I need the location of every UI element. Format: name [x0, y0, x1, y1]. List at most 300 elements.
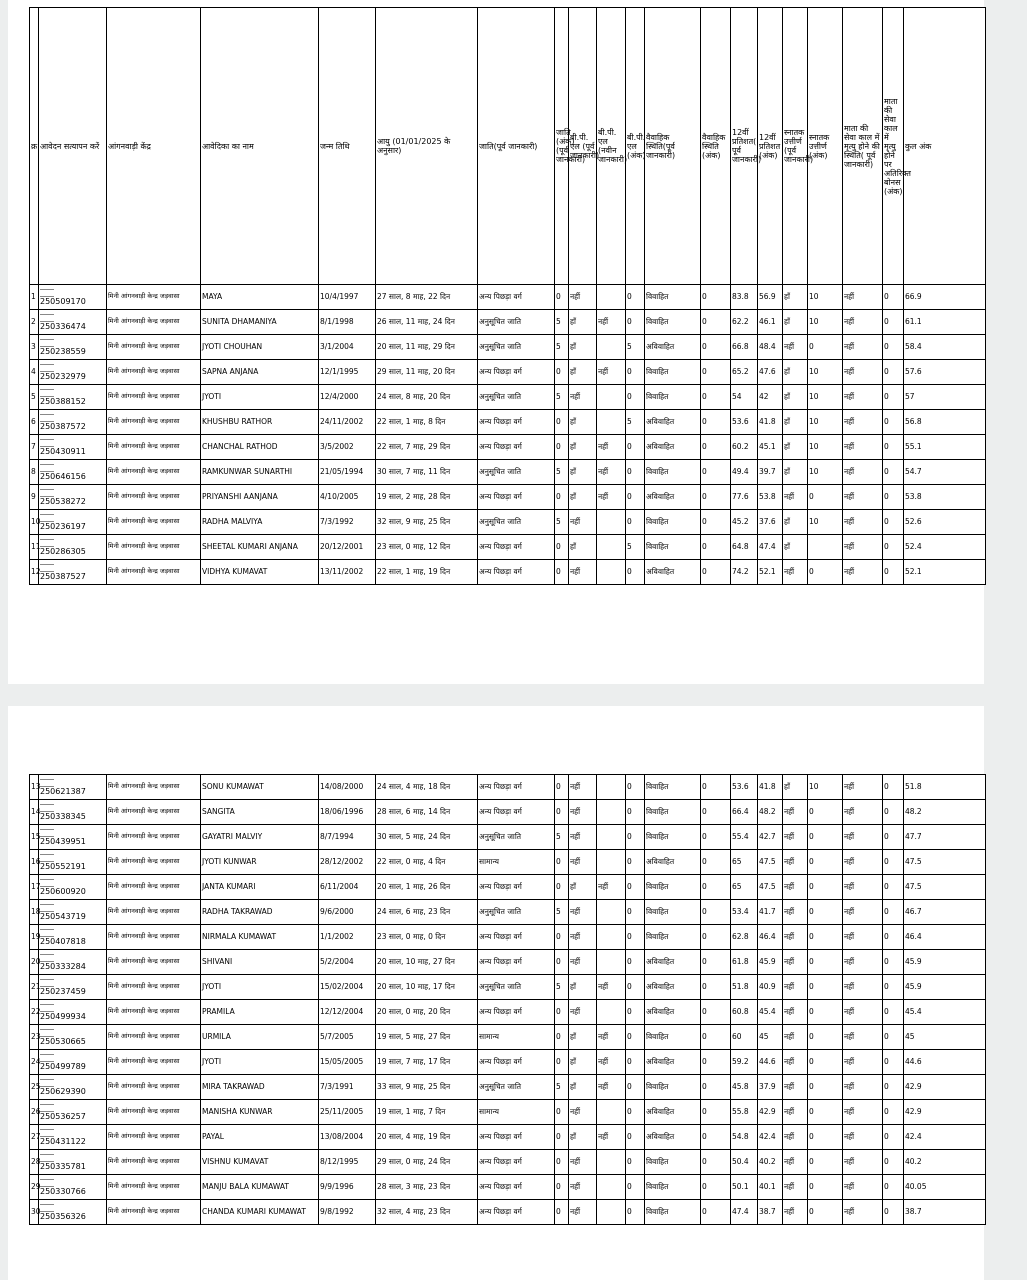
table-row	[30, 335, 986, 360]
application-number-link[interactable]: 250338345	[40, 811, 86, 821]
cell-total: 66.9	[904, 285, 986, 310]
cell-age: 20 साल, 4 माह, 19 दिन	[376, 1125, 478, 1150]
cell-pct12-marks: 46.1	[758, 310, 783, 335]
cell-total: 48.2	[904, 800, 986, 825]
document-icon[interactable]	[40, 1004, 54, 1012]
cell-caste-marks: 0	[555, 1025, 569, 1050]
document-icon[interactable]	[40, 414, 54, 422]
document-icon[interactable]	[40, 314, 54, 322]
header-name: आवेदिका का नाम	[201, 8, 319, 285]
cell-center: मिनी आंगनवाड़ी केन्द्र जड़वासा	[107, 385, 201, 410]
cell-caste-marks: 5	[555, 310, 569, 335]
cell-caste-marks: 0	[555, 1150, 569, 1175]
cell-total: 58.4	[904, 335, 986, 360]
cell-grad-marks: 0	[808, 1175, 843, 1200]
cell-dob: 12/12/2004	[319, 1000, 376, 1025]
application-number-link[interactable]: 250430911	[40, 446, 86, 456]
cell-bpl-new	[597, 775, 626, 800]
cell-pct12: 50.4	[731, 1150, 758, 1175]
cell-mother-marks: 0	[883, 410, 904, 435]
document-icon[interactable]	[40, 289, 54, 297]
document-icon[interactable]	[40, 904, 54, 912]
cell-marital: विवाहित	[645, 310, 701, 335]
header-application: आवेदन सत्यापन करें	[39, 8, 107, 285]
application-number-link[interactable]: 250237459	[40, 986, 86, 996]
cell-sno: 19	[30, 925, 39, 950]
cell-name: PAYAL	[201, 1125, 319, 1150]
cell-pct12: 65.2	[731, 360, 758, 385]
cell-mother-marks: 0	[883, 485, 904, 510]
cell-caste-marks: 0	[555, 1175, 569, 1200]
cell-marital-marks: 0	[701, 775, 731, 800]
cell-pct12: 83.8	[731, 285, 758, 310]
cell-grad: नहीं	[783, 1050, 808, 1075]
cell-grad: हाँ	[783, 775, 808, 800]
cell-caste: अनुसूचित जाति	[478, 335, 555, 360]
document-icon[interactable]	[40, 1079, 54, 1087]
cell-mother-marks: 0	[883, 460, 904, 485]
cell-dob: 28/12/2002	[319, 850, 376, 875]
cell-pct12-marks: 52.1	[758, 560, 783, 585]
cell-marital-marks: 0	[701, 950, 731, 975]
application-number-link[interactable]: 250536257	[40, 1111, 86, 1121]
cell-grad: नहीं	[783, 560, 808, 585]
document-icon[interactable]	[40, 539, 54, 547]
cell-pct12: 55.4	[731, 825, 758, 850]
cell-grad: नहीं	[783, 1000, 808, 1025]
cell-sno: 24	[30, 1050, 39, 1075]
document-icon[interactable]	[40, 1204, 54, 1212]
header-center: आंगनवाड़ी केंद्र	[107, 8, 201, 285]
document-icon[interactable]	[40, 364, 54, 372]
cell-bpl-marks: 0	[626, 975, 645, 1000]
cell-caste: अनुसूचित जाति	[478, 460, 555, 485]
cell-mother: नहीं	[843, 850, 883, 875]
cell-bpl: हाँ	[569, 1075, 597, 1100]
document-icon[interactable]	[40, 514, 54, 522]
cell-pct12-marks: 41.8	[758, 775, 783, 800]
cell-grad-marks: 10	[808, 360, 843, 385]
cell-caste-marks: 5	[555, 385, 569, 410]
cell-name: VIDHYA KUMAVAT	[201, 560, 319, 585]
cell-caste-marks: 5	[555, 510, 569, 535]
cell-caste: अनुसूचित जाति	[478, 385, 555, 410]
cell-mother: नहीं	[843, 900, 883, 925]
cell-caste: अनुसूचित जाति	[478, 825, 555, 850]
cell-caste-marks: 5	[555, 1075, 569, 1100]
cell-total: 47.7	[904, 825, 986, 850]
cell-age: 22 साल, 7 माह, 29 दिन	[376, 435, 478, 460]
cell-sno: 23	[30, 1025, 39, 1050]
cell-marital-marks: 0	[701, 1075, 731, 1100]
application-number-link[interactable]: 250387527	[40, 571, 86, 581]
application-number-link[interactable]: 250236197	[40, 521, 86, 531]
application-number-link[interactable]: 250431122	[40, 1136, 86, 1146]
application-number-link[interactable]: 250621387	[40, 786, 86, 796]
application-number-link[interactable]: 250646156	[40, 471, 86, 481]
cell-application	[39, 435, 107, 460]
cell-marital-marks: 0	[701, 1175, 731, 1200]
cell-bpl-new: नहीं	[597, 360, 626, 385]
cell-dob: 8/12/1995	[319, 1150, 376, 1175]
cell-pct12-marks: 56.9	[758, 285, 783, 310]
cell-bpl-new	[597, 825, 626, 850]
cell-grad-marks: 0	[808, 1075, 843, 1100]
cell-grad: नहीं	[783, 335, 808, 360]
cell-name: CHANCHAL RATHOD	[201, 435, 319, 460]
cell-mother: नहीं	[843, 485, 883, 510]
cell-grad: हाँ	[783, 360, 808, 385]
cell-bpl: हाँ	[569, 460, 597, 485]
table-row	[30, 1050, 986, 1075]
cell-mother-marks: 0	[883, 875, 904, 900]
cell-caste-marks: 0	[555, 360, 569, 385]
cell-grad: नहीं	[783, 975, 808, 1000]
cell-marital: विवाहित	[645, 925, 701, 950]
cell-bpl: हाँ	[569, 485, 597, 510]
cell-age: 24 साल, 8 माह, 20 दिन	[376, 385, 478, 410]
cell-caste: अनुसूचित जाति	[478, 510, 555, 535]
document-icon[interactable]	[40, 1154, 54, 1162]
document-icon[interactable]	[40, 1179, 54, 1187]
cell-total: 51.8	[904, 775, 986, 800]
cell-bpl: नहीं	[569, 800, 597, 825]
cell-pct12: 60.2	[731, 435, 758, 460]
table-row	[30, 410, 986, 435]
cell-pct12: 54	[731, 385, 758, 410]
document-icon[interactable]	[40, 464, 54, 472]
header-grad: स्नातक उत्तीर्ण (पूर्व जानकारी)	[783, 8, 808, 285]
cell-age: 20 साल, 1 माह, 26 दिन	[376, 875, 478, 900]
application-number-link[interactable]: 250552191	[40, 861, 86, 871]
cell-bpl: नहीं	[569, 385, 597, 410]
cell-bpl-new	[597, 510, 626, 535]
document-icon[interactable]	[40, 439, 54, 447]
document-icon[interactable]	[40, 489, 54, 497]
cell-pct12: 53.4	[731, 900, 758, 925]
cell-pct12-marks: 42.9	[758, 1100, 783, 1125]
header-mother-marks: माता की सेवा काल में मृत्यु होने पर अतिरिक्त बोनस (अंक)	[883, 8, 904, 285]
table-row	[30, 950, 986, 975]
cell-pct12-marks: 41.7	[758, 900, 783, 925]
cell-sno: 27	[30, 1125, 39, 1150]
cell-caste: अन्य पिछड़ा वर्ग	[478, 775, 555, 800]
table-row	[30, 900, 986, 925]
cell-center: मिनी आंगनवाड़ी केन्द्र जड़वासा	[107, 1000, 201, 1025]
cell-mother-marks: 0	[883, 360, 904, 385]
cell-pct12: 55.8	[731, 1100, 758, 1125]
cell-dob: 25/11/2005	[319, 1100, 376, 1125]
cell-pct12: 59.2	[731, 1050, 758, 1075]
cell-age: 30 साल, 7 माह, 11 दिन	[376, 460, 478, 485]
cell-bpl: नहीं	[569, 1150, 597, 1175]
cell-grad: हाँ	[783, 285, 808, 310]
cell-pct12-marks: 39.7	[758, 460, 783, 485]
table-row	[30, 285, 986, 310]
header-caste: जाति(पूर्व जानकारी)	[478, 8, 555, 285]
cell-sno: 30	[30, 1200, 39, 1225]
application-number-link[interactable]: 250499934	[40, 1011, 86, 1021]
cell-marital-marks: 0	[701, 800, 731, 825]
cell-age: 30 साल, 5 माह, 24 दिन	[376, 825, 478, 850]
cell-pct12: 66.8	[731, 335, 758, 360]
cell-bpl-marks: 0	[626, 1150, 645, 1175]
document-icon[interactable]	[40, 389, 54, 397]
cell-name: CHANDA KUMARI KUMAWAT	[201, 1200, 319, 1225]
application-number-link[interactable]: 250629390	[40, 1086, 86, 1096]
cell-center: मिनी आंगनवाड़ी केन्द्र जड़वासा	[107, 825, 201, 850]
document-icon[interactable]	[40, 1029, 54, 1037]
cell-grad: नहीं	[783, 1075, 808, 1100]
cell-bpl: नहीं	[569, 510, 597, 535]
cell-application	[39, 775, 107, 800]
cell-caste: अन्य पिछड़ा वर्ग	[478, 535, 555, 560]
cell-grad: नहीं	[783, 1175, 808, 1200]
cell-caste: अन्य पिछड़ा वर्ग	[478, 1050, 555, 1075]
cell-dob: 8/7/1994	[319, 825, 376, 850]
header-mother: माता की सेवा काल में मृत्यु होने की स्थिति( पूर्व जानकारी)	[843, 8, 883, 285]
cell-mother: नहीं	[843, 460, 883, 485]
header-grad-marks: स्नातक उत्तीर्ण (अंक)	[808, 8, 843, 285]
cell-sno: 8	[30, 460, 39, 485]
document-icon[interactable]	[40, 804, 54, 812]
cell-mother-marks: 0	[883, 510, 904, 535]
document-icon[interactable]	[40, 879, 54, 887]
cell-age: 19 साल, 1 माह, 7 दिन	[376, 1100, 478, 1125]
cell-mother-marks: 0	[883, 1000, 904, 1025]
cell-bpl: हाँ	[569, 1025, 597, 1050]
cell-name: GAYATRI MALVIY	[201, 825, 319, 850]
cell-pct12: 62.8	[731, 925, 758, 950]
cell-bpl-new: नहीं	[597, 485, 626, 510]
cell-name: KHUSHBU RATHOR	[201, 410, 319, 435]
cell-bpl-marks: 0	[626, 1125, 645, 1150]
application-number-link[interactable]: 250439951	[40, 836, 86, 846]
cell-grad-marks: 0	[808, 950, 843, 975]
cell-bpl-marks: 0	[626, 360, 645, 385]
cell-total: 45.9	[904, 950, 986, 975]
document-icon[interactable]	[40, 854, 54, 862]
cell-grad-marks: 0	[808, 1200, 843, 1225]
cell-mother-marks: 0	[883, 335, 904, 360]
cell-bpl: हाँ	[569, 1050, 597, 1075]
cell-application	[39, 360, 107, 385]
application-number-link[interactable]: 250356326	[40, 1211, 86, 1221]
cell-center: मिनी आंगनवाड़ी केन्द्र जड़वासा	[107, 410, 201, 435]
cell-pct12-marks: 45.4	[758, 1000, 783, 1025]
cell-pct12-marks: 40.9	[758, 975, 783, 1000]
application-number-link[interactable]: 250543719	[40, 911, 86, 921]
cell-mother-marks: 0	[883, 900, 904, 925]
cell-application	[39, 1175, 107, 1200]
cell-age: 19 साल, 5 माह, 27 दिन	[376, 1025, 478, 1050]
cell-mother-marks: 0	[883, 800, 904, 825]
cell-marital: विवाहित	[645, 510, 701, 535]
document-icon[interactable]	[40, 954, 54, 962]
application-number-link[interactable]: 250333284	[40, 961, 86, 971]
cell-pct12: 74.2	[731, 560, 758, 585]
application-number-link[interactable]: 250336474	[40, 321, 86, 331]
table-row	[30, 1125, 986, 1150]
document-icon[interactable]	[40, 564, 54, 572]
cell-pct12-marks: 48.2	[758, 800, 783, 825]
cell-sno: 4	[30, 360, 39, 385]
cell-caste: अन्य पिछड़ा वर्ग	[478, 950, 555, 975]
cell-center: मिनी आंगनवाड़ी केन्द्र जड़वासा	[107, 1125, 201, 1150]
table-row	[30, 1025, 986, 1050]
cell-grad-marks: 0	[808, 1050, 843, 1075]
cell-bpl-new	[597, 1200, 626, 1225]
document-icon[interactable]	[40, 1054, 54, 1062]
table-row	[30, 1200, 986, 1225]
application-number-link[interactable]: 250387572	[40, 421, 86, 431]
cell-marital: विवाहित	[645, 535, 701, 560]
cell-name: JYOTI	[201, 975, 319, 1000]
cell-pct12-marks: 44.6	[758, 1050, 783, 1075]
cell-name: PRIYANSHI AANJANA	[201, 485, 319, 510]
application-number-link[interactable]: 250335781	[40, 1161, 86, 1171]
cell-grad: नहीं	[783, 950, 808, 975]
header-total: कुल अंक	[904, 8, 986, 285]
cell-mother-marks: 0	[883, 285, 904, 310]
table-row	[30, 800, 986, 825]
cell-marital: विवाहित	[645, 1025, 701, 1050]
cell-pct12: 53.6	[731, 775, 758, 800]
application-number-link[interactable]: 250286305	[40, 546, 86, 556]
cell-application	[39, 510, 107, 535]
cell-sno: 28	[30, 1150, 39, 1175]
cell-marital-marks: 0	[701, 335, 731, 360]
cell-marital-marks: 0	[701, 900, 731, 925]
document-icon[interactable]	[40, 829, 54, 837]
cell-caste: सामान्य	[478, 1025, 555, 1050]
header-caste-marks: जाति (अंक) (पूर्व जानकारी)	[555, 8, 569, 285]
application-number-link[interactable]: 250330766	[40, 1186, 86, 1196]
document-icon[interactable]	[40, 1104, 54, 1112]
cell-bpl: हाँ	[569, 410, 597, 435]
cell-caste-marks: 5	[555, 975, 569, 1000]
cell-caste: अन्य पिछड़ा वर्ग	[478, 435, 555, 460]
cell-mother-marks: 0	[883, 1025, 904, 1050]
cell-marital-marks: 0	[701, 1200, 731, 1225]
cell-bpl-marks: 0	[626, 485, 645, 510]
cell-application	[39, 800, 107, 825]
table-row	[30, 460, 986, 485]
document-icon[interactable]	[40, 339, 54, 347]
cell-bpl-new: नहीं	[597, 435, 626, 460]
document-icon[interactable]	[40, 1129, 54, 1137]
cell-bpl-marks: 0	[626, 385, 645, 410]
cell-center: मिनी आंगनवाड़ी केन्द्र जड़वासा	[107, 485, 201, 510]
cell-sno: 1	[30, 285, 39, 310]
table-row	[30, 560, 986, 585]
cell-bpl-marks: 0	[626, 825, 645, 850]
cell-marital: अविवाहित	[645, 1100, 701, 1125]
cell-caste: अन्य पिछड़ा वर्ग	[478, 285, 555, 310]
cell-mother: नहीं	[843, 825, 883, 850]
cell-caste: अन्य पिछड़ा वर्ग	[478, 360, 555, 385]
cell-caste-marks: 0	[555, 1000, 569, 1025]
cell-mother: नहीं	[843, 1200, 883, 1225]
cell-dob: 5/2/2004	[319, 950, 376, 975]
application-number-link[interactable]: 250530665	[40, 1036, 86, 1046]
cell-center: मिनी आंगनवाड़ी केन्द्र जड़वासा	[107, 1075, 201, 1100]
cell-mother-marks: 0	[883, 950, 904, 975]
application-number-link[interactable]: 250407818	[40, 936, 86, 946]
cell-bpl-marks: 0	[626, 1050, 645, 1075]
cell-dob: 4/10/2005	[319, 485, 376, 510]
cell-bpl-marks: 0	[626, 310, 645, 335]
cell-marital: अविवाहित	[645, 850, 701, 875]
cell-bpl-new: नहीं	[597, 1075, 626, 1100]
cell-pct12: 62.2	[731, 310, 758, 335]
application-number-link[interactable]: 250238559	[40, 346, 86, 356]
cell-caste: अनुसूचित जाति	[478, 900, 555, 925]
cell-application	[39, 900, 107, 925]
cell-name: JYOTI	[201, 385, 319, 410]
cell-bpl: हाँ	[569, 310, 597, 335]
cell-center: मिनी आंगनवाड़ी केन्द्र जड़वासा	[107, 435, 201, 460]
cell-caste-marks: 0	[555, 1200, 569, 1225]
cell-bpl-new	[597, 560, 626, 585]
cell-mother-marks: 0	[883, 925, 904, 950]
cell-bpl-marks: 0	[626, 875, 645, 900]
application-number-link[interactable]: 250600920	[40, 886, 86, 896]
cell-caste-marks: 0	[555, 1125, 569, 1150]
cell-marital-marks: 0	[701, 850, 731, 875]
application-number-link[interactable]: 250388152	[40, 396, 86, 406]
cell-dob: 9/8/1992	[319, 1200, 376, 1225]
application-number-link[interactable]: 250232979	[40, 371, 86, 381]
cell-mother: नहीं	[843, 975, 883, 1000]
document-icon[interactable]	[40, 779, 54, 787]
cell-bpl: हाँ	[569, 975, 597, 1000]
cell-mother: नहीं	[843, 1150, 883, 1175]
cell-age: 24 साल, 4 माह, 18 दिन	[376, 775, 478, 800]
cell-grad-marks: 0	[808, 560, 843, 585]
cell-pct12-marks: 47.5	[758, 850, 783, 875]
cell-pct12: 53.6	[731, 410, 758, 435]
document-icon[interactable]	[40, 979, 54, 987]
cell-caste-marks: 5	[555, 900, 569, 925]
cell-bpl-marks: 0	[626, 1000, 645, 1025]
cell-application	[39, 285, 107, 310]
cell-mother-marks: 0	[883, 825, 904, 850]
document-icon[interactable]	[40, 929, 54, 937]
cell-pct12: 51.8	[731, 975, 758, 1000]
application-number-link[interactable]: 250499789	[40, 1061, 86, 1071]
cell-total: 52.4	[904, 535, 986, 560]
cell-dob: 3/5/2002	[319, 435, 376, 460]
cell-center: मिनी आंगनवाड़ी केन्द्र जड़वासा	[107, 335, 201, 360]
cell-mother-marks: 0	[883, 975, 904, 1000]
application-number-link[interactable]: 250538272	[40, 496, 86, 506]
cell-total: 56.8	[904, 410, 986, 435]
cell-caste: अनुसूचित जाति	[478, 1075, 555, 1100]
cell-caste-marks: 0	[555, 850, 569, 875]
cell-center: मिनी आंगनवाड़ी केन्द्र जड़वासा	[107, 1050, 201, 1075]
application-number-link[interactable]: 250509170	[40, 296, 86, 306]
table-row	[30, 1100, 986, 1125]
cell-total: 61.1	[904, 310, 986, 335]
cell-caste: अन्य पिछड़ा वर्ग	[478, 1150, 555, 1175]
cell-caste-marks: 0	[555, 560, 569, 585]
cell-caste: सामान्य	[478, 1100, 555, 1125]
cell-pct12: 65	[731, 875, 758, 900]
cell-mother: नहीं	[843, 310, 883, 335]
cell-name: MANJU BALA KUMAWAT	[201, 1175, 319, 1200]
cell-caste: अन्य पिछड़ा वर्ग	[478, 925, 555, 950]
